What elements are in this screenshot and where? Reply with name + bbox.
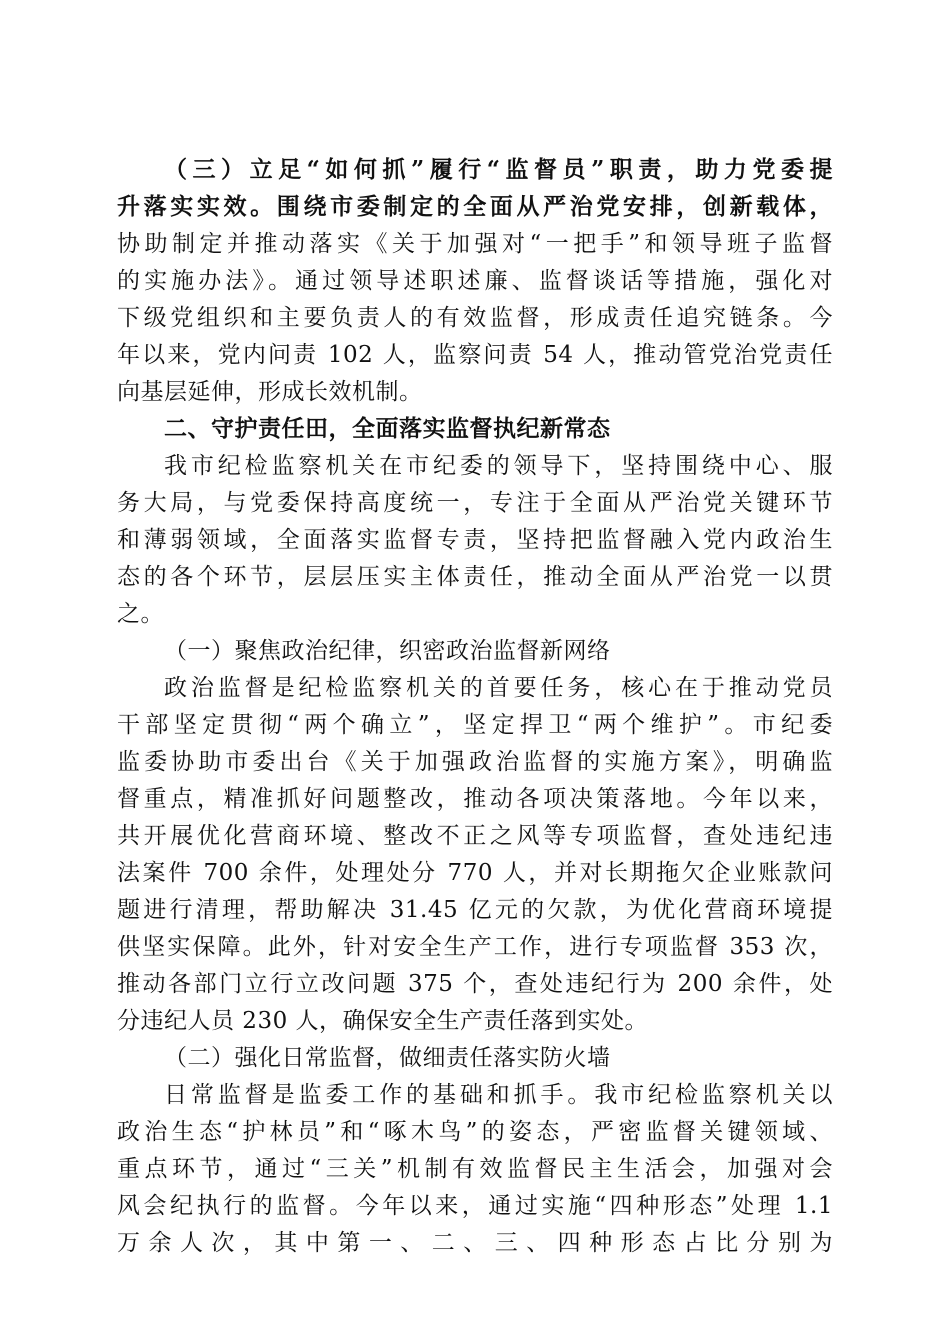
- body-line: 督重点，精准抓好问题整改，推动各项决策落地。今年以来，: [117, 786, 833, 812]
- body-line: 年以来，党内问责 102 人，监察问责 54 人，推动管党治党责任: [117, 342, 833, 368]
- body-line: 推动各部门立行立改问题 375 个，查处违纪行为 200 余件，处: [117, 971, 833, 997]
- subheading-1: （一）聚焦政治纪律，织密政治监督新网络: [164, 638, 611, 664]
- subheading-3: （三）立足“如何抓”履行“监督员”职责，助力党委提: [164, 156, 833, 183]
- body-line: 下级党组织和主要负责人的有效监督，形成责任追究链条。今: [117, 305, 833, 331]
- body-line: 的实施办法》。通过领导述职述廉、监督谈话等措施，强化对: [117, 268, 833, 294]
- body-line: 题进行清理，帮助解决 31.45 亿元的欠款，为优化营商环境提: [117, 897, 833, 923]
- subheading-2: （二）强化日常监督，做细责任落实防火墙: [164, 1045, 611, 1071]
- paragraph-start: 我市纪检监察机关在市纪委的领导下，坚持围绕中心、服: [164, 453, 833, 479]
- body-line: 向基层延伸，形成长效机制。: [117, 379, 423, 405]
- body-line: 分违纪人员 230 人，确保安全生产责任落到实处。: [117, 1008, 649, 1034]
- body-line: 协助制定并推动落实《关于加强对“一把手”和领导班子监督: [117, 231, 833, 257]
- body-line: 态的各个环节，层层压实主体责任，推动全面从严治党一以贯: [117, 564, 833, 590]
- body-line: 风会纪执行的监督。今年以来，通过实施“四种形态”处理 1.1: [117, 1193, 833, 1219]
- body-line: 共开展优化营商环境、整改不正之风等专项监督，查处违纪违: [117, 823, 833, 849]
- body-line: 之。: [117, 601, 164, 627]
- body-line: 务大局，与党委保持高度统一，专注于全面从严治党关键环节: [117, 490, 833, 516]
- body-line: 政治生态“护林员”和“啄木鸟”的姿态，严密监督关键领域、: [117, 1119, 833, 1145]
- paragraph-start: 日常监督是监委工作的基础和抓手。我市纪检监察机关以: [164, 1082, 833, 1108]
- body-line: 万余人次，其中第一、二、三、四种形态占比分别为: [117, 1230, 833, 1256]
- body-line: 供坚实保障。此外，针对安全生产工作，进行专项监督 353 次，: [117, 934, 833, 960]
- body-line: 重点环节，通过“三关”机制有效监督民主生活会，加强对会: [117, 1156, 833, 1182]
- body-line: 法案件 700 余件，处理处分 770 人，并对长期拖欠企业账款问: [117, 860, 833, 886]
- paragraph-start: 政治监督是纪检监察机关的首要任务，核心在于推动党员: [164, 675, 833, 701]
- body-line: 和薄弱领域，全面落实监督专责，坚持把监督融入党内政治生: [117, 527, 833, 553]
- section-heading-2: 二、守护责任田，全面落实监督执纪新常态: [164, 416, 611, 442]
- body-line: 干部坚定贯彻“两个确立”，坚定捍卫“两个维护”。市纪委: [117, 712, 833, 738]
- body-line: 监委协助市委出台《关于加强政治监督的实施方案》，明确监: [117, 749, 833, 775]
- subheading-3-cont: 升落实实效。围绕市委制定的全面从严治党安排，创新载体，: [117, 193, 833, 220]
